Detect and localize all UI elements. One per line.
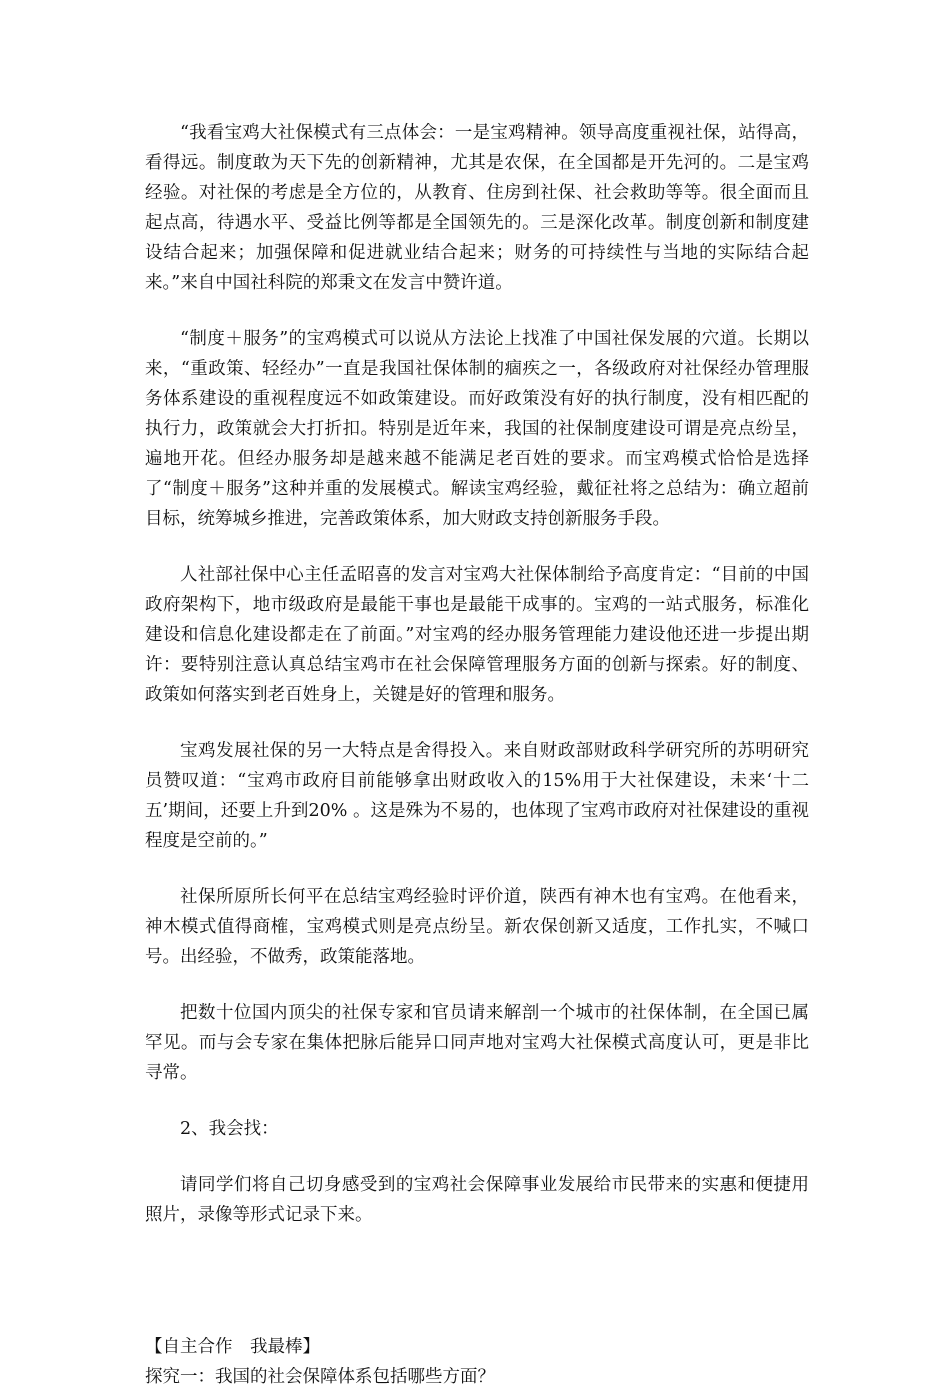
question-one: 探究一：我国的社会保障体系包括哪些方面？	[145, 1367, 495, 1387]
paragraph-he-ping-remarks: 社保所原所长何平在总结宝鸡经验时评价道，陕西有神木也有宝鸡。在他看来，神木模式值得商榷，宝鸡模式则是亮点纷呈。新农保创新又适度，工作扎实，不喊口号。出经验，不做秀，政策能落地。	[145, 887, 809, 967]
paragraph-zheng-bingwen-quote: “我看宝鸡大社保模式有三点体会：一是宝鸡精神。领导高度重视社保，站得高，看得远。制度敢为天下先的创新精神，尤其是农保，在全国都是开先河的。二是宝鸡经验。对社保的考虑是全方位的，从教育、住房到社保、社会救助等等。很全面而且起点高，待遇水平、受益比例等都是全国领先的。三是深化改革。制度创新和制度建设结合起来；加强保障和促进就业结合起来；财务的可持续性与当地的实际结合起来。”来自中国社科院的郑秉文在发言中赞许道。	[145, 123, 809, 293]
paragraph-system-plus-service: “制度＋服务”的宝鸡模式可以说从方法论上找准了中国社保发展的穴道。长期以来，“重政策、轻经办”一直是我国社保体制的痼疾之一，各级政府对社保经办管理服务体系建设的重视程度远不如政策建设。而好政策没有好的执行制度，没有相匹配的执行力，政策就会大打折扣。特别是近年来，我国的社保制度建设可谓是亮点纷呈，遍地开花。但经办服务却是越来越不能满足老百姓的要求。而宝鸡模式恰恰是选择了“制度＋服务”这种并重的发展模式。解读宝鸡经验，戴征社将之总结为：确立超前目标，统筹城乡推进，完善政策体系，加大财政支持创新服务手段。	[145, 329, 809, 529]
blank-space	[145, 1256, 809, 1332]
paragraph-investment: 宝鸡发展社保的另一大特点是舍得投入。来自财政部财政科学研究所的苏明研究员赞叹道：“宝鸡市政府目前能够拿出财政收入的15%用于大社保建设，未来‘十二五’期间，还要上升到20% 。这是殊为不易的，也体现了宝鸡市政府对社保建设的重视程度是空前的。”	[145, 741, 809, 851]
item-paragraph: 请同学们将自己切身感受到的宝鸡社会保障事业发展给市民带来的实惠和便捷用照片，录像等形式记录下来。	[145, 1175, 809, 1225]
paragraph-conclusion: 把数十位国内顶尖的社保专家和官员请来解剖一个城市的社保体制，在全国已属罕见。而与会专家在集体把脉后能异口同声地对宝鸡大社保模式高度认可，更是非比寻常。	[145, 1003, 809, 1083]
item-heading: 2、我会找：	[180, 1119, 279, 1139]
paragraph-meng-zhaoxi-remarks: 人社部社保中心主任孟昭喜的发言对宝鸡大社保体制给予高度肯定：“目前的中国政府架构下，地市级政府是最能干事也是最能干成事的。宝鸡的一站式服务，标准化建设和信息化建设都走在了前面。”对宝鸡的经办服务管理能力建设他还进一步提出期许：要特别注意认真总结宝鸡市在社会保障管理服务方面的创新与探索。好的制度、政策如何落实到老百姓身上，关键是好的管理和服务。	[145, 565, 809, 705]
document-page	[145, 118, 809, 1392]
section-title: 【自主合作 我最棒】	[145, 1337, 320, 1357]
